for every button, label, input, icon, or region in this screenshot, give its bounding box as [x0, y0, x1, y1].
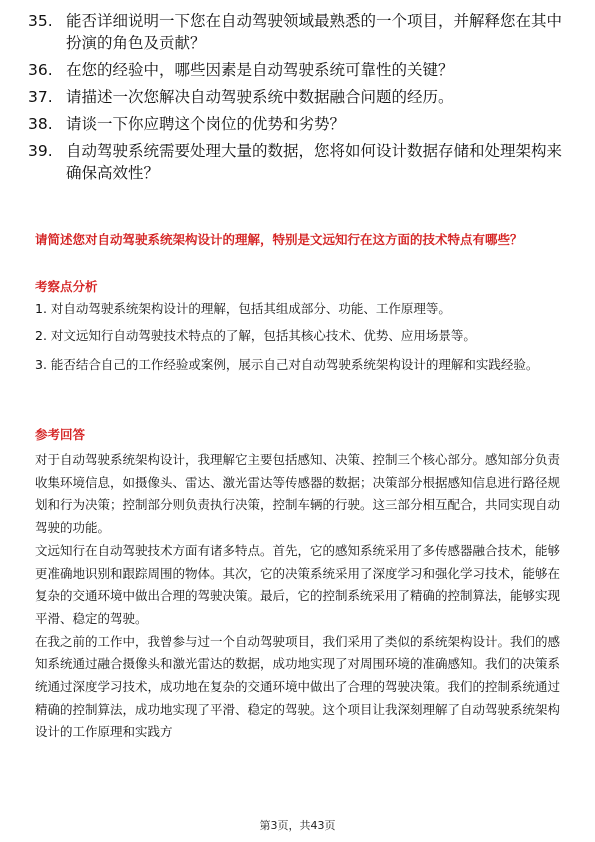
answer-body	[35, 449, 563, 744]
question-number: 36.	[28, 61, 53, 79]
question-item	[28, 140, 573, 184]
focus-question: 请简述您对自动驾驶系统架构设计的理解，特别是文远知行在这方面的技术特点有哪些？	[35, 232, 523, 247]
analysis-point: 1. 对自动驾驶系统架构设计的理解，包括其组成部分、功能、工作原理等。	[35, 301, 451, 316]
question-number: 39.	[28, 142, 53, 160]
question-item	[28, 113, 573, 135]
question-text: 自动驾驶系统需要处理大量的数据，您将如何设计数据存储和处理架构来确保高效性？	[66, 142, 563, 182]
answer-paragraph: 在我之前的工作中，我曾参与过一个自动驾驶项目，我们采用了类似的系统架构设计。我们的感知系统通过融合摄像头和激光雷达的数据，成功地实现了对周围环境的准确感知。我们的决策系统通过深度学习技术，成功地在复杂的交通环境中做出了合理的驾驶决策。我们的控制系统通过精确的控制算法，成功地实现了平滑、稳定的驾驶。这个项目让我深刻理解了自动驾驶系统架构设计的工作原理和实践方	[35, 633, 561, 740]
question-item	[28, 10, 573, 54]
question-item	[28, 86, 573, 108]
question-text: 在您的经验中，哪些因素是自动驾驶系统可靠性的关键？	[66, 61, 454, 79]
answer-paragraph: 对于自动驾驶系统架构设计，我理解它主要包括感知、决策、控制三个核心部分。感知部分负责收集环境信息，如摄像头、雷达、激光雷达等传感器的数据；决策部分根据感知信息进行路径规划和行为决策；控制部分则负责执行决策，控制车辆的行驶。这三部分相互配合，共同实现自动驾驶的功能。	[35, 452, 561, 536]
answer-heading: 参考回答	[35, 427, 86, 442]
question-text: 请描述一次您解决自动驾驶系统中数据融合问题的经历。	[66, 88, 454, 106]
question-list	[28, 10, 573, 189]
page-footer: 第3页，共43页	[259, 819, 336, 832]
answer-paragraph: 文远知行在自动驾驶技术方面有诸多特点。首先，它的感知系统采用了多传感器融合技术，能够更准确地识别和跟踪周围的物体。其次，它的决策系统采用了深度学习和强化学习技术，能够在复杂的交通环境中做出合理的驾驶决策。最后，它的控制系统采用了精确的控制算法，能够实现平滑、稳定的驾驶。	[35, 542, 561, 626]
question-number: 35.	[28, 12, 53, 30]
question-number: 38.	[28, 115, 53, 133]
question-item	[28, 59, 573, 81]
question-text: 能否详细说明一下您在自动驾驶领域最熟悉的一个项目，并解释您在其中扮演的角色及贡献？	[66, 12, 563, 52]
analysis-point: 3. 能否结合自己的工作经验或案例，展示自己对自动驾驶系统架构设计的理解和实践经验。	[35, 357, 539, 372]
question-number: 37.	[28, 88, 53, 106]
analysis-point: 2. 对文远知行自动驾驶技术特点的了解，包括其核心技术、优势、应用场景等。	[35, 328, 476, 343]
question-text: 请谈一下你应聘这个岗位的优势和劣势？	[66, 115, 346, 133]
analysis-heading: 考察点分析	[35, 279, 98, 294]
